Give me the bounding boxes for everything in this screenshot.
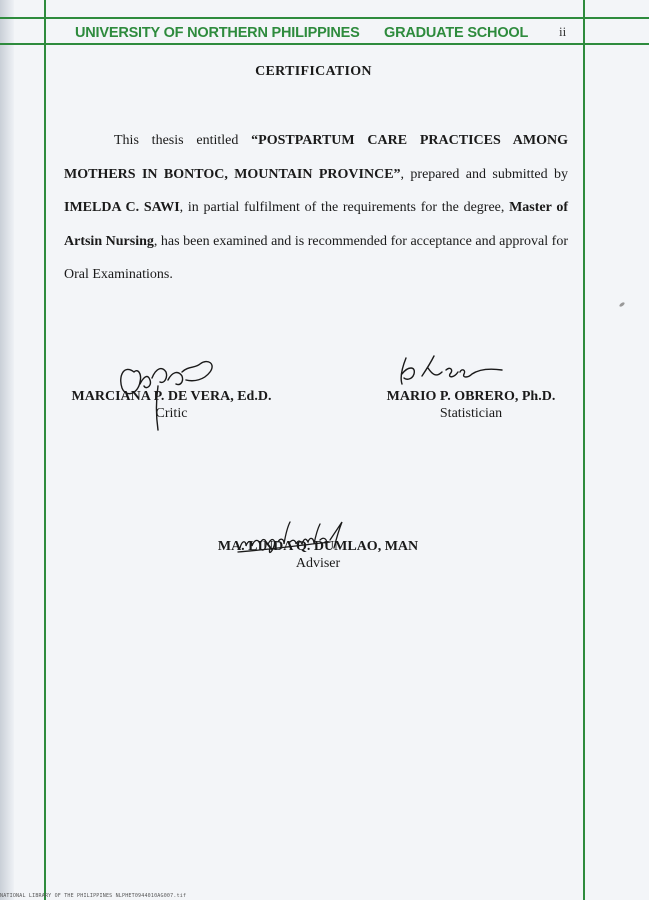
- left-border-line: [44, 0, 46, 900]
- right-border-line: [583, 0, 585, 900]
- statistician-name: MARIO P. OBRERO, Ph.D.: [386, 389, 556, 404]
- paragraph-mid1: , prepared and submitted by: [400, 166, 568, 182]
- page-number: ii: [559, 24, 567, 39]
- header-underline: [0, 43, 649, 45]
- critic-signature-block: [64, 389, 279, 422]
- critic-name: MARCIANA P. DE VERA, Ed.D.: [71, 389, 272, 404]
- scan-edge-shadow: [0, 0, 14, 900]
- scan-speck: [619, 302, 626, 308]
- author-name: IMELDA C. SAWI: [64, 200, 180, 215]
- degree-name: Master of Artsin Nursing: [64, 200, 568, 249]
- certification-paragraph: [64, 124, 568, 292]
- statistician-signature-block: [366, 389, 576, 422]
- page-title: CERTIFICATION: [255, 64, 372, 79]
- thesis-title: “POSTPARTUM CARE PRACTICES AMONG MOTHERS IN BONTOC, MOUNTAIN PROVINCE”: [64, 133, 568, 182]
- header-university: UNIVERSITY OF NORTHERN PHILIPPINES: [75, 25, 360, 41]
- adviser-name: MA. LINDA Q. DUMLAO, MAN: [217, 539, 419, 554]
- statistician-handwritten-signature: [392, 352, 507, 392]
- paragraph-mid2: , in partial fulfilment of the requirements for the degree,: [179, 200, 510, 215]
- header-school: GRADUATE SCHOOL: [384, 25, 529, 41]
- top-border-line: [0, 17, 649, 19]
- adviser-role: Adviser: [295, 556, 341, 571]
- statistician-role: Statistician: [439, 406, 503, 421]
- paragraph-end: , has been examined and is recommended for acceptance and approval for Oral Examinations.: [64, 233, 568, 282]
- critic-role: Critic: [155, 406, 188, 421]
- adviser-signature-block: [190, 539, 446, 572]
- paragraph-intro: This thesis entitled: [114, 133, 252, 148]
- scan-footer: NATIONAL LIBRARY OF THE PHILIPPINES NLPHET0944010AG007.tif: [0, 893, 187, 899]
